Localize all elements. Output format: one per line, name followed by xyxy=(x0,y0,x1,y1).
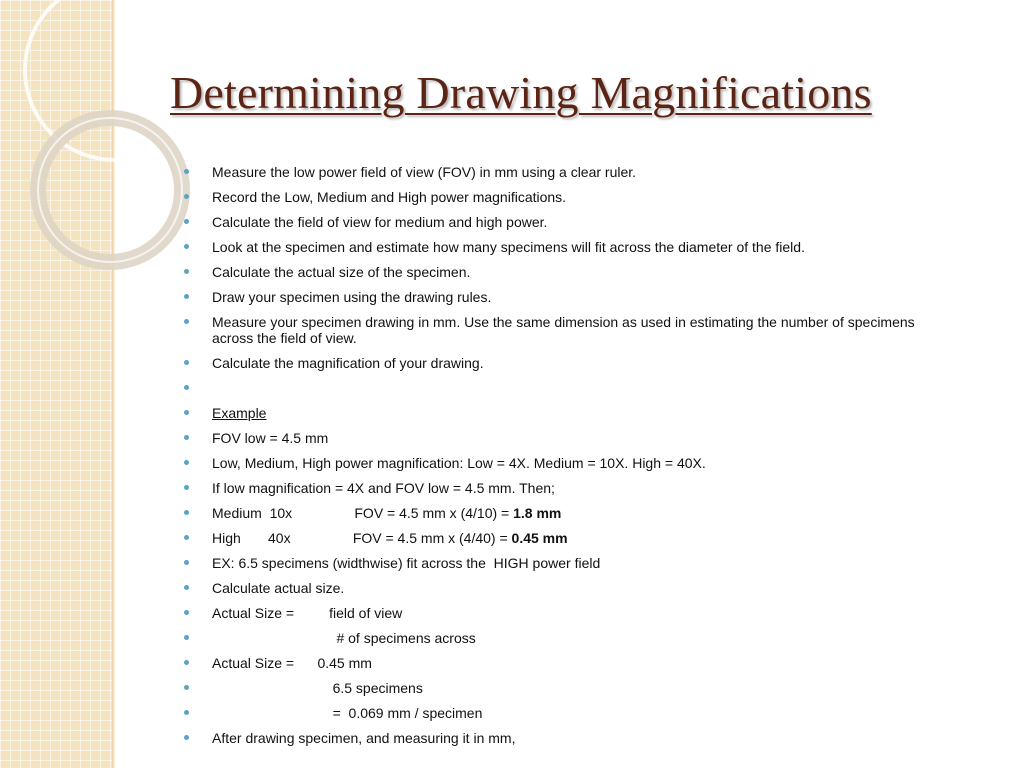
bullet-item xyxy=(184,289,944,314)
bullet-item xyxy=(184,239,944,264)
bullet-dot xyxy=(184,319,189,324)
bullet-dot xyxy=(184,385,189,390)
bullet-item-example-heading xyxy=(184,405,944,430)
bullet-dot xyxy=(184,435,189,440)
bullet-text: Actual Size = field of view xyxy=(212,605,403,621)
bullet-dot xyxy=(184,685,189,690)
bullet-item xyxy=(184,605,944,630)
bullet-text: Record the Low, Medium and High power magnifications. xyxy=(212,189,567,205)
bullet-item xyxy=(184,314,944,355)
bullet-dot xyxy=(184,535,189,540)
bullet-text: Calculate the actual size of the specimen. xyxy=(212,264,471,280)
example-heading: Example xyxy=(212,405,267,421)
bullet-text: Actual Size = 0.45 mm xyxy=(212,655,372,671)
bullet-dot xyxy=(184,360,189,365)
bullet-text: EX: 6.5 specimens (widthwise) fit across the HIGH power field xyxy=(212,555,601,571)
bullet-dot xyxy=(184,635,189,640)
bullet-text: 6.5 specimens xyxy=(212,680,423,696)
bullet-dot xyxy=(184,294,189,299)
slide-title: Determining Drawing Magnifications xyxy=(170,67,872,118)
bullet-dot xyxy=(184,485,189,490)
bullet-dot xyxy=(184,169,189,174)
bullet-item xyxy=(184,555,944,580)
bullet-item xyxy=(184,580,944,605)
bullet-item-medium-fov xyxy=(184,505,944,530)
bullet-item xyxy=(184,730,944,755)
bullet-item xyxy=(184,264,944,289)
bullet-dot xyxy=(184,244,189,249)
bullet-list xyxy=(184,164,944,755)
bullet-item xyxy=(184,189,944,214)
bullet-dot xyxy=(184,660,189,665)
bullet-text: Calculate the field of view for medium and high power. xyxy=(212,214,548,230)
bullet-text: Measure your specimen drawing in mm. Use the same dimension as used in estimating the number of specimens across the field of view. xyxy=(212,314,915,346)
bullet-text: After drawing specimen, and measuring it in mm, xyxy=(212,730,516,746)
bullet-dot xyxy=(184,510,189,515)
bullet-item xyxy=(184,655,944,680)
bullet-item xyxy=(184,430,944,455)
bullet-dot xyxy=(184,710,189,715)
bullet-item xyxy=(184,705,944,730)
bullet-dot xyxy=(184,735,189,740)
bullet-text: Draw your specimen using the drawing rules. xyxy=(212,289,492,305)
bullet-text: Calculate the magnification of your drawing. xyxy=(212,355,484,371)
bullet-dot xyxy=(184,585,189,590)
bullet-text: Measure the low power field of view (FOV) in mm using a clear ruler. xyxy=(212,164,637,180)
bullet-text: High 40x FOV = 4.5 mm x (4/40) = xyxy=(212,530,512,546)
bullet-dot xyxy=(184,219,189,224)
bullet-text: If low magnification = 4X and FOV low = 4.5 mm. Then; xyxy=(212,480,555,496)
bullet-dot xyxy=(184,560,189,565)
bullet-item-empty xyxy=(184,380,944,405)
bullet-item xyxy=(184,680,944,705)
bullet-item xyxy=(184,455,944,480)
bullet-text: FOV low = 4.5 mm xyxy=(212,430,329,446)
bullet-text: Low, Medium, High power magnification: Low = 4X. Medium = 10X. High = 40X. xyxy=(212,455,706,471)
bullet-item-high-fov xyxy=(184,530,944,555)
bullet-text: # of specimens across xyxy=(212,630,476,646)
decor-ring-grey-highlight xyxy=(38,118,182,262)
medium-fov-result: 1.8 mm xyxy=(513,505,562,521)
bullet-item xyxy=(184,164,944,189)
bullet-dot xyxy=(184,410,189,415)
bullet-dot xyxy=(184,610,189,615)
bullet-item xyxy=(184,480,944,505)
bullet-text: Medium 10x FOV = 4.5 mm x (4/10) = xyxy=(212,505,514,521)
bullet-item xyxy=(184,630,944,655)
bullet-item xyxy=(184,214,944,239)
bullet-text: = 0.069 mm / specimen xyxy=(212,705,483,721)
bullet-text: Calculate actual size. xyxy=(212,580,345,596)
decorative-rings xyxy=(0,0,160,300)
bullet-dot xyxy=(184,460,189,465)
bullet-dot xyxy=(184,194,189,199)
high-fov-result: 0.45 mm xyxy=(511,530,568,546)
bullet-text: Look at the specimen and estimate how many specimens will fit across the diameter of the field. xyxy=(212,239,805,255)
bullet-dot xyxy=(184,269,189,274)
bullet-item xyxy=(184,355,944,380)
